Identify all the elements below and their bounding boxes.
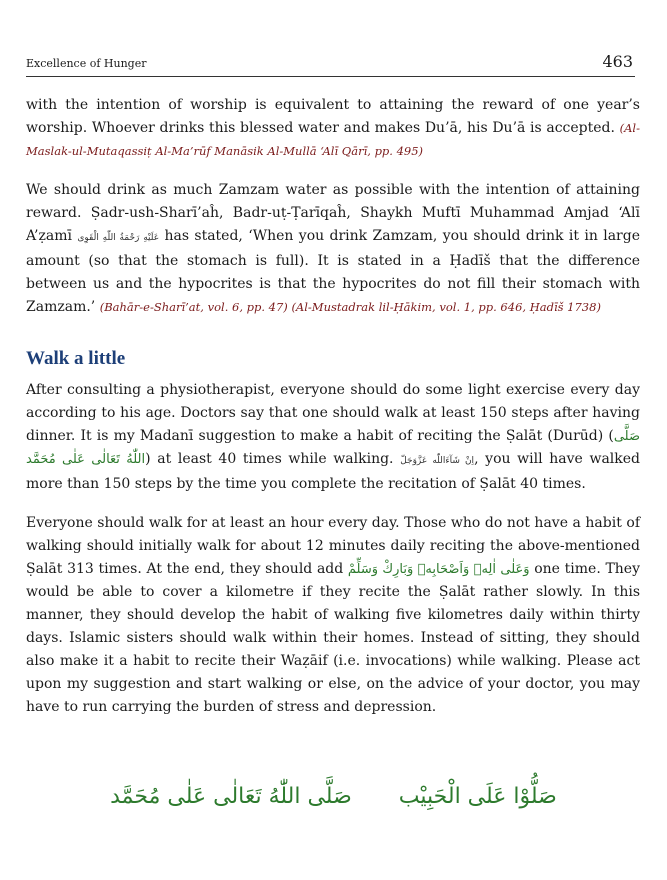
running-title: Excellence of Hunger [26,57,147,70]
paragraph-worship-reward [26,94,640,163]
arabic-blessing: وَعَلٰى اٰلِهٖ وَاَصْحَابِهٖ وَبَارِكْ وَسَلِّمْ [347,562,530,577]
paragraph-text: We should drink as much Zamzam water as possible with the intention of attaining reward. Ṣadr-ush-Sharī’aĥ, Badr-uṭ-Ṭarīqaĥ, Shaykh Muftī Muhammad Amjad ‘Alī A’ẓamī [26,182,640,244]
paragraph-text: , you will have walked more than 150 steps by the time you complete the recitation of Ṣalāt 40 times. [26,451,641,492]
paragraph-text: one time. They would be able to cover a kilometre if they recite the Ṣalāt rather slowly. In this manner, they should develop the habit of walking five kilometres daily within thirty days. Islamic sisters should walk within their homes. Instead of sitting, they should also make it a habit to recite their Waẓāif (i.e. invocations) while walking. Please act upon my suggestion and start walking or else, on the advice of your doctor, you may have to run carrying the burden of stress and depression. [26,561,640,715]
citation: (Al-Maslak-ul-Mutaqassiṭ Al-Ma’rūf Manāsik Al-Mullā ‘Alī Qārī, pp. 495) [26,121,640,158]
page-header [26,50,635,77]
paragraph-exercise [26,379,640,496]
paragraph-zamzam [26,179,640,319]
paragraph-text: After consulting a physiotherapist, everyone should do some light exercise every day according to his age. Doctors say that one should walk at least 150 steps after having dinner. It is my Madanī suggestion to make a habit of reciting the Ṣalāt (Durūd) ( [26,382,640,444]
paragraph-text: with the intention of worship is equivalent to attaining the reward of one year’s worship. Whoever drinks this blessed water and makes Du’ā, his Du’ā is accepted. [26,97,640,136]
closing-salutation [0,784,667,809]
paragraph-text: has stated, ‘When you drink Zamzam, you should drink it in large amount (so that the stomach is full). It is stated in a Ḥadīš that the difference between us and the hypocrites is that the hypocrites do not fill their stomach with Zamzam.’ [26,228,640,315]
section-heading: Walk a little [26,348,126,369]
paragraph-text: Everyone should walk for at least an hour every day. Those who do not have a habit of walking should initially walk for about 12 minutes daily reciting the above-mentioned Ṣalāt 313 times. At the end, they should add [26,515,640,577]
arabic-honorific: عَلَيْهِ رَحْمَةُ اللّٰهِ الْقَوِى [77,233,160,243]
paragraph-walking [26,512,640,719]
page-content [26,94,640,719]
closing-salutation-right: صَلَّى اللّٰهُ تَعَالٰى عَلٰى مُحَمَّد [110,784,352,809]
closing-salutation-left: صَلُّوْا عَلَى الْحَبِيْب [398,784,557,809]
page-number: 463 [602,52,633,71]
citation: (Bahār-e-Sharī’at, vol. 6, pp. 47) (Al-Mustadrak lil-Ḥākim, vol. 1, pp. 646, Ḥadīš 1738) [99,300,601,314]
arabic-insha-allah: اِنْ شَآءَاللّٰه عَزَّوَجَلّ [400,456,475,466]
paragraph-text: ) at least 40 times while walking. [145,451,394,467]
arabic-salat: صَلَّى اللّٰهُ تَعَالٰى عَلٰى مُحَمَّد [26,429,640,467]
